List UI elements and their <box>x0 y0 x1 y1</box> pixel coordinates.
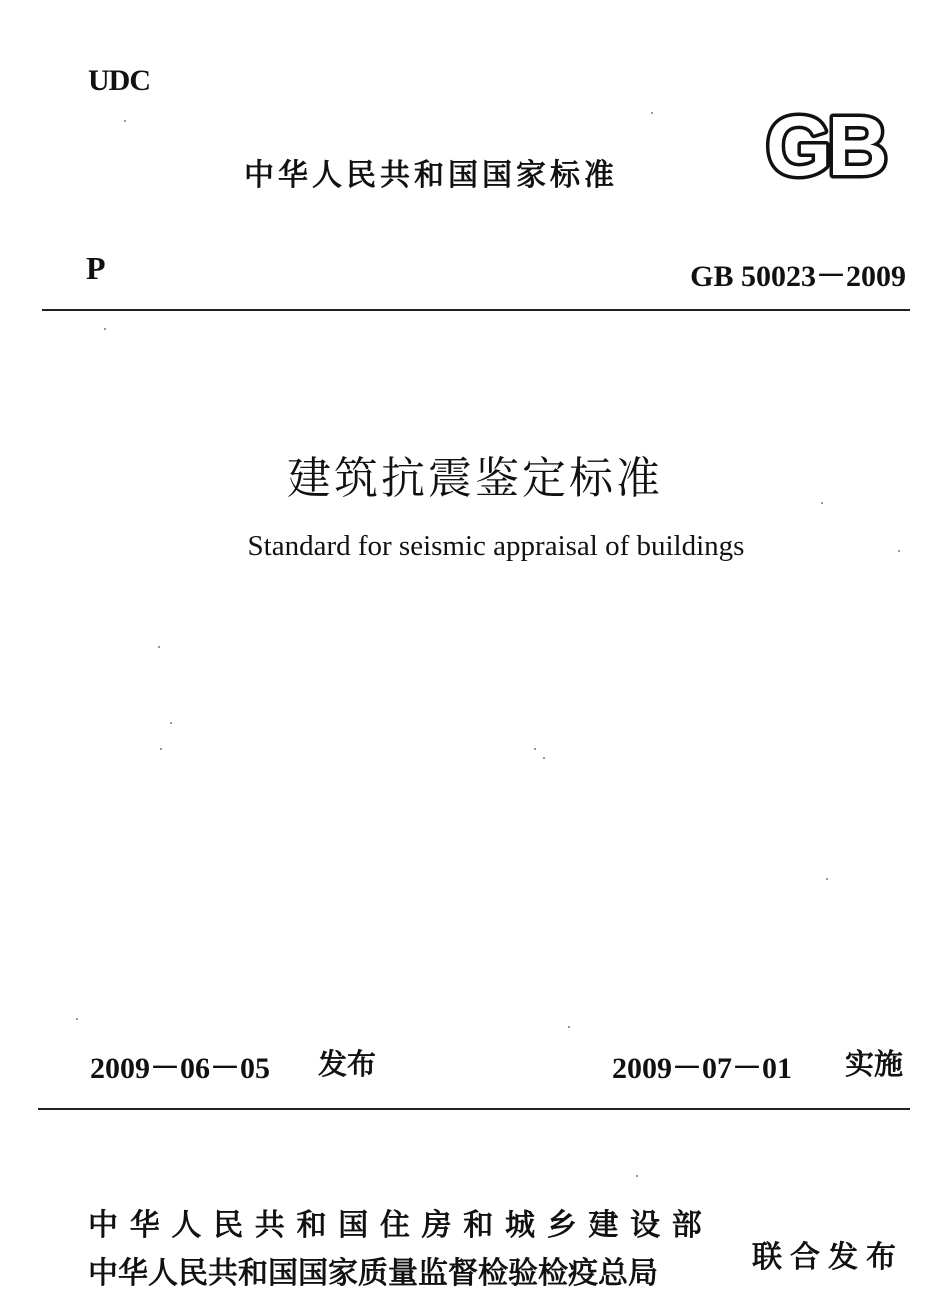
issue-label: 发布 <box>318 1047 377 1081</box>
effective-date: 2009－07－01 <box>612 1052 792 1085</box>
joint-issue-label: 联合发布 <box>752 1240 904 1275</box>
issuer-ministry: 中华人民共和国住房和城乡建设部 <box>88 1208 714 1243</box>
scan-speck <box>160 748 162 750</box>
scan-speck <box>104 328 106 330</box>
national-standard-heading: 中华人民共和国国家标准 <box>244 158 618 193</box>
issue-date: 2009－06－05 <box>90 1052 270 1085</box>
gb-logo <box>740 105 910 191</box>
udc-label: UDC <box>88 64 150 97</box>
footer-divider <box>38 1108 910 1110</box>
scan-speck <box>636 1175 638 1177</box>
scan-speck <box>543 757 545 759</box>
effective-label: 实施 <box>845 1047 904 1081</box>
scan-speck <box>568 1026 570 1028</box>
title-english: Standard for seismic appraisal of buildings <box>247 530 745 562</box>
header-divider <box>42 309 910 311</box>
scan-speck <box>534 748 536 750</box>
scan-speck <box>170 722 172 724</box>
title-chinese: 建筑抗震鉴定标准 <box>287 453 663 504</box>
scan-speck <box>898 550 900 552</box>
standard-number: GB 50023－2009 <box>690 260 906 293</box>
issuer-aqsiq: 中华人民共和国国家质量监督检验检疫总局 <box>88 1256 658 1291</box>
scan-speck <box>76 1018 78 1020</box>
scan-speck <box>124 120 126 122</box>
classification-code: P <box>86 250 106 286</box>
scan-speck <box>821 502 823 504</box>
gb-logo-text: GB <box>766 105 884 191</box>
scan-speck <box>826 878 828 880</box>
scan-speck <box>158 646 160 648</box>
scan-speck <box>651 112 653 114</box>
